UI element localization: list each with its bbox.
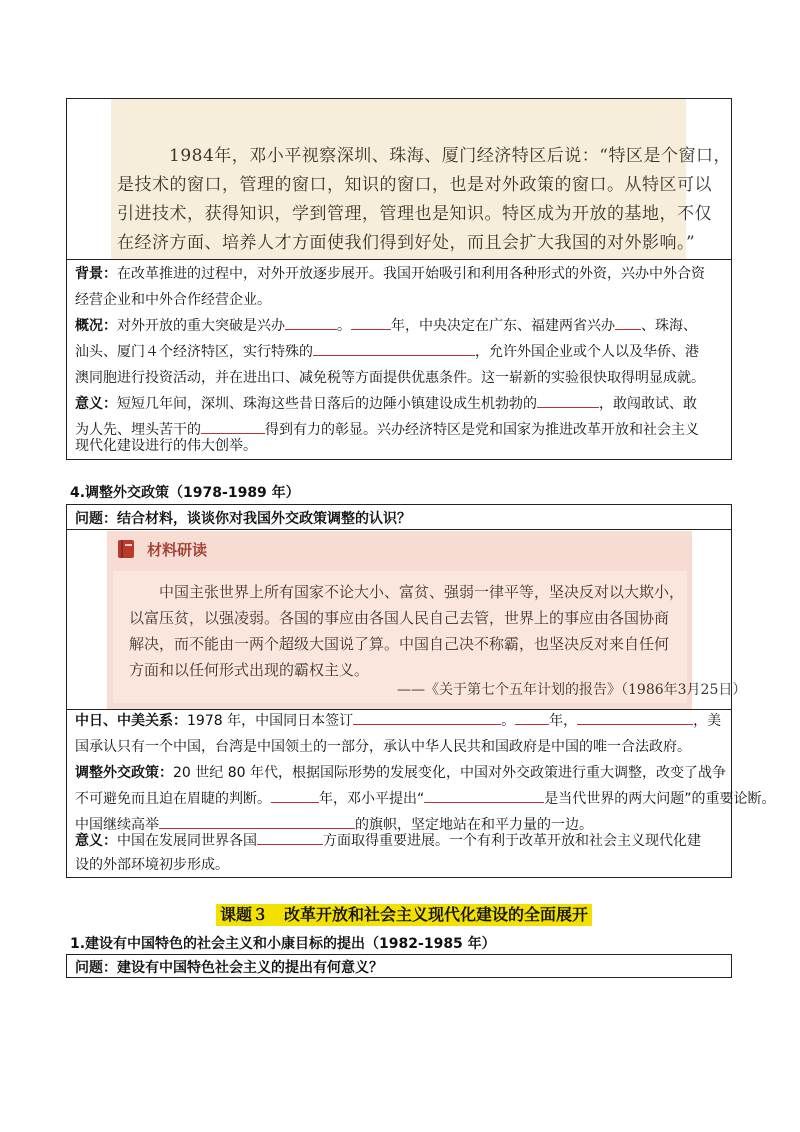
overview-label: 概况： bbox=[75, 318, 117, 334]
blank-field[interactable] bbox=[577, 710, 693, 725]
overview-line: 概况：对外开放的重大突破是兴办 。 年，中央决定在广东、福建两省兴办 、珠海、 bbox=[75, 313, 697, 339]
blank-field[interactable] bbox=[351, 315, 391, 330]
study-line: 以富压贫，以强凌弱。各国的事应由各国人民自己去管，世界上的事应由各国协商 bbox=[129, 609, 670, 627]
question-row: 问题：结合材料，谈谈你对我国外交政策调整的认识？ bbox=[75, 511, 411, 527]
study-title: 材料研读 bbox=[147, 541, 208, 559]
meaning-label: 意义： bbox=[75, 833, 117, 849]
blank-field[interactable] bbox=[515, 710, 549, 725]
blank-field[interactable] bbox=[313, 341, 475, 356]
meaning-line: 意义：短短几年间，深圳、珠海这些昔日落后的边陲小镇建设成生机勃勃的 ，敢闯敢试、敢 bbox=[75, 391, 697, 417]
overview-line: 澳同胞进行投资活动，并在进出口、减免税等方面提供优惠条件。这一崭新的实验很快取得明显成就。 bbox=[75, 370, 705, 386]
blank-field[interactable] bbox=[257, 830, 323, 845]
adjust-line: 调整外交政策：20 世纪 80 年代，根据国际形势的发展变化，中国对外交政策进行重大调整，改变了战争 bbox=[75, 765, 726, 781]
quote-line: 引进技术，获得知识，学到管理，管理也是知识。特区成为开放的基地，不仅 bbox=[117, 204, 712, 224]
question-row: 问题：建设有中国特色社会主义的提出有何意义？ bbox=[75, 960, 383, 976]
section-4-title: 4.调整外交政策（1978-1989 年） bbox=[70, 485, 300, 501]
meaning-line: 设的外部环境初步形成。 bbox=[75, 857, 229, 873]
meaning-line: 为人先、埋头苦干的 得到有力的彰显。兴办经济特区是党和国家为推进改革开放和社会主义 bbox=[75, 417, 699, 443]
meaning-line: 现代化建设进行的伟大创举。 bbox=[75, 438, 257, 454]
blank-field[interactable] bbox=[537, 393, 599, 408]
adjust-line: 不可避免而且迫在眉睫的判断。 年，邓小平提出“ 是当代世界的两大问题”的重要论断。 bbox=[75, 786, 776, 812]
study-line: 解决，而不能由一两个超级大国说了算。中国自己决不称霸，也坚决反对来自任何 bbox=[129, 635, 670, 653]
deng-quote-image bbox=[111, 99, 731, 259]
question-box bbox=[66, 954, 732, 978]
study-material-panel bbox=[107, 531, 747, 709]
background-line: 背景：在改革推进的过程中，对外开放逐步展开。我国开始吸引和利用各种形式的外资，兴办中外合资 bbox=[75, 266, 705, 282]
background-line: 经营企业和中外合作经营企业。 bbox=[75, 292, 271, 308]
divider bbox=[67, 529, 731, 530]
study-line: 中国主张世界上所有国家不论大小、富贫、强弱一律平等，坚决反对以大欺小， bbox=[159, 583, 685, 601]
blank-field[interactable] bbox=[615, 315, 641, 330]
background-label: 背景： bbox=[75, 266, 117, 282]
topic-3-title: 课题３ 改革开放和社会主义现代化建设的全面展开 bbox=[216, 904, 592, 926]
book-icon bbox=[115, 537, 139, 561]
relations-line: 中日、中美关系：1978 年，中国同日本签订 。 年， ，美 bbox=[75, 708, 721, 734]
study-line: 方面和以任何形式出现的霸权主义。 bbox=[129, 661, 370, 679]
diplomacy-box bbox=[66, 504, 776, 878]
divider bbox=[67, 259, 731, 260]
blank-field[interactable] bbox=[353, 710, 501, 725]
quote-line: 在经济方面、培养人才方面使我们得到好处，而且会扩大我国的对外影响。” bbox=[117, 233, 696, 253]
blank-field[interactable] bbox=[424, 788, 544, 803]
overview-line: 汕头、厦门４个经济特区，实行特殊的 ，允许外国企业或个人以及华侨、港 bbox=[75, 339, 699, 365]
adjust-line: 中国继续高举 的旗帜，坚定地站在和平力量的一边。 bbox=[75, 812, 593, 838]
subsection-title: 1.建设有中国特色的社会主义和小康目标的提出（1982-1985 年） bbox=[70, 936, 496, 952]
blank-field[interactable] bbox=[201, 419, 265, 434]
meaning-line: 意义：中国在发展同世界各国 方面取得重要进展。一个有利于改革开放和社会主义现代化建 bbox=[75, 828, 701, 854]
relations-label: 中日、中美关系： bbox=[75, 713, 187, 729]
blank-field[interactable] bbox=[285, 315, 337, 330]
study-source: ——《关于第七个五年计划的报告》（1986年3月25日） bbox=[397, 682, 747, 698]
blank-field[interactable] bbox=[271, 788, 319, 803]
relations-line: 国承认只有一个中国，台湾是中国领土的一部分，承认中华人民共和国政府是中国的唯一合法政府。 bbox=[75, 739, 691, 755]
study-text-panel bbox=[113, 571, 747, 703]
blank-field[interactable] bbox=[159, 814, 355, 829]
quote-line: 是技术的窗口，管理的窗口，知识的窗口，也是对外政策的窗口。从特区可以 bbox=[117, 175, 712, 195]
sez-box bbox=[66, 98, 732, 460]
meaning-label: 意义： bbox=[75, 396, 117, 412]
adjust-label: 调整外交政策： bbox=[75, 765, 173, 781]
quote-line: 1984年，邓小平视察深圳、珠海、厦门经济特区后说：“特区是个窗口， bbox=[169, 146, 731, 166]
